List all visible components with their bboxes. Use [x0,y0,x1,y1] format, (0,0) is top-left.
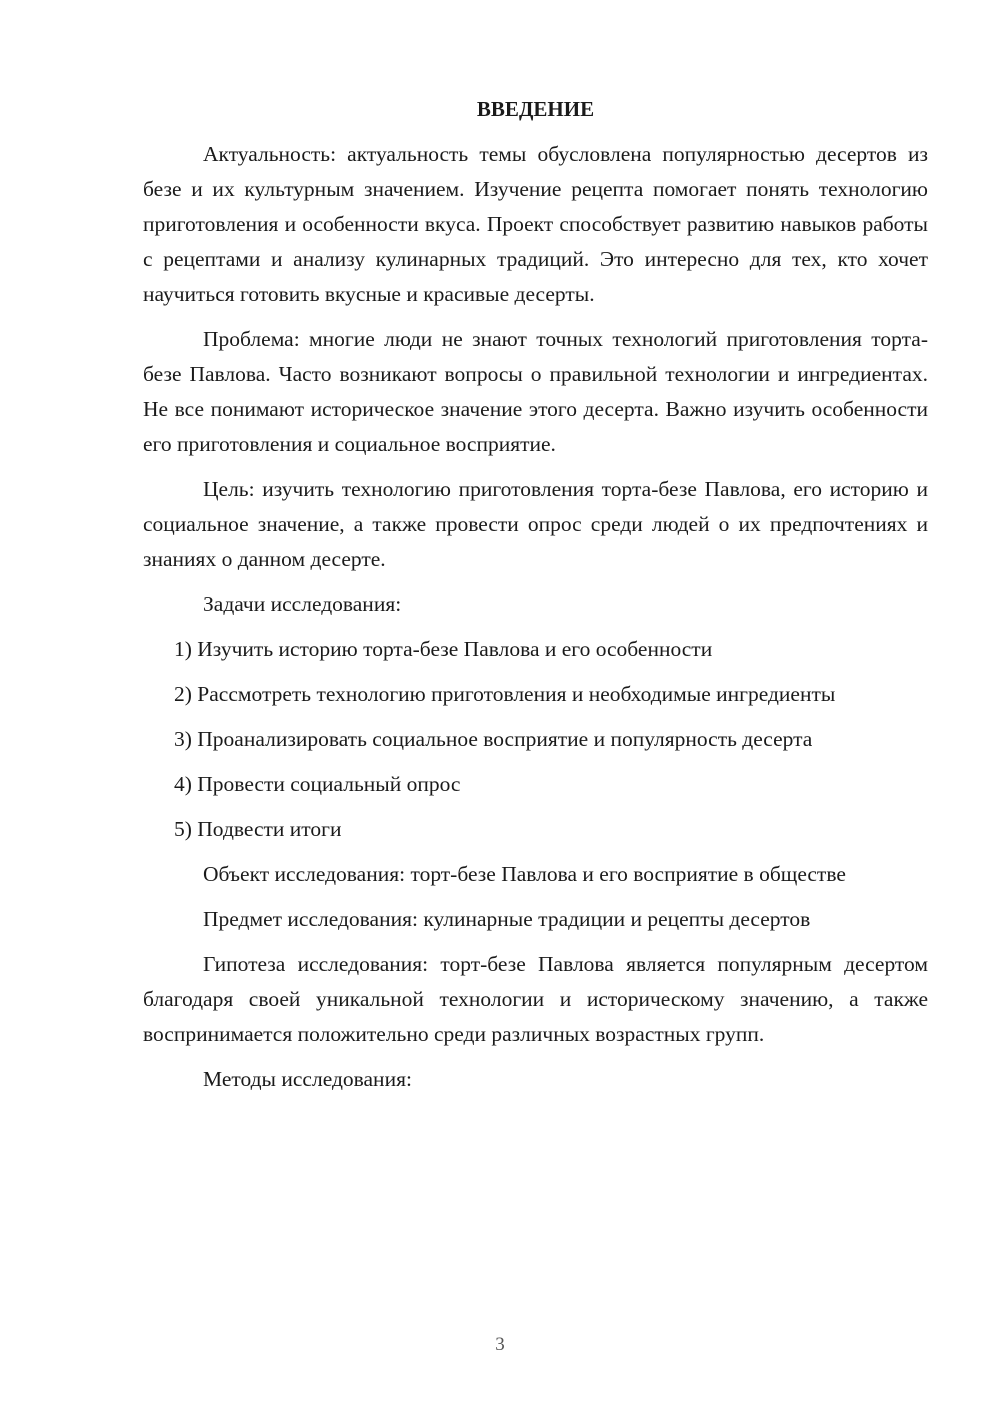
relevance-paragraph: Актуальность: актуальность темы обусловлена популярностью десертов из безе и их культурным значением. Изучение рецепта помогает понять технологию приготовления и особенности вкуса. Проект способствует развитию навыков работы с рецептами и анализу кулинарных традиций. Это интересно для тех, кто хочет научиться готовить вкусные и красивые десерты. [143,142,928,306]
object-paragraph: Объект исследования: торт-безе Павлова и его восприятие в обществе [203,862,846,886]
hypothesis-paragraph: Гипотеза исследования: торт-безе Павлова является популярным десертом благодаря своей уникальной технологии и историческому значению, а также воспринимается положительно среди различных возрастных групп. [143,952,928,1046]
task-item-1: 1) Изучить историю торта-безе Павлова и его особенности [174,637,713,661]
page-number: 3 [495,1334,505,1355]
task-item-2: 2) Рассмотреть технологию приготовления и необходимые ингредиенты [174,682,836,706]
task-item-3: 3) Проанализировать социальное восприятие и популярность десерта [174,727,813,751]
methods-heading: Методы исследования: [203,1067,412,1091]
page-content [143,92,928,1107]
goal-paragraph: Цель: изучить технологию приготовления торта-безе Павлова, его историю и социальное значение, а также провести опрос среди людей о их предпочтениях и знаниях о данном десерте. [143,477,928,571]
subject-paragraph: Предмет исследования: кулинарные традиции и рецепты десертов [203,907,811,931]
section-title: ВВЕДЕНИЕ [476,97,595,121]
problem-paragraph: Проблема: многие люди не знают точных технологий приготовления торта-безе Павлова. Часто возникают вопросы о правильной технологии и ингредиентах. Не все понимают историческое значение этого десерта. Важно изучить особенности его приготовления и социальное восприятие. [143,327,928,456]
task-item-4: 4) Провести социальный опрос [174,772,461,796]
task-item-5: 5) Подвести итоги [174,817,342,841]
tasks-heading: Задачи исследования: [203,592,402,616]
